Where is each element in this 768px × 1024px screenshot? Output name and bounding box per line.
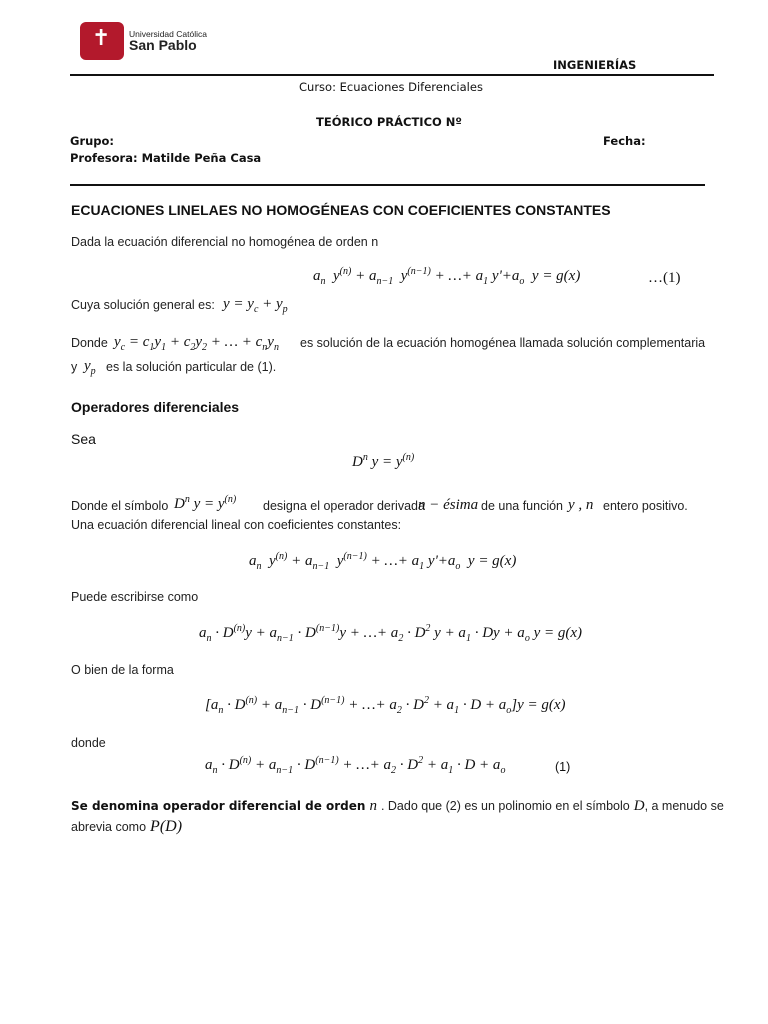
equation-complementary: $y_c = c_1y_1 + c_2y_2$ + … + $c_ny_n$ bbox=[114, 334, 279, 353]
equation-symbol: $D^n$ $y = y^{(n)}$ bbox=[174, 494, 237, 512]
definition-n: n bbox=[369, 798, 377, 814]
definition-bold: Se denomina operador diferencial de orden bbox=[71, 799, 366, 813]
definition-d: D bbox=[633, 798, 645, 814]
definition-middle: . Dado que (2) es un polinomio en el símbolo bbox=[380, 799, 630, 813]
equation-tag-1: (1) bbox=[555, 760, 571, 774]
course-label: Curso: Ecuaciones Diferenciales bbox=[299, 80, 483, 94]
paragraph-rewrite: Puede escribirse como bbox=[71, 590, 199, 604]
equation-factored-form: [$a_n \cdot D^{(n)} + a_{n-1} \cdot D^{(n-1)}$ + …+ $a_2 \cdot D^2 + a_1 \cdot D + a_o]y = g(x)$ bbox=[205, 695, 566, 716]
equation-polynomial: $a_n \cdot D^{(n)} + a_{n-1} \cdot D^{(n-1)}$ + …+ $a_2 \cdot D^2 + a_1 \cdot D + a_o$ bbox=[205, 755, 506, 776]
paragraph-intro: Dada la ecuación diferencial no homogénea de orden n bbox=[71, 235, 379, 249]
paragraph-donde-c: y bbox=[71, 360, 78, 374]
equation-operator: $D^n$ $y = y^{(n)}$ bbox=[352, 452, 415, 470]
abbrev-pd: P(D) bbox=[150, 818, 183, 835]
equation-n-esima: n − ésima bbox=[418, 497, 479, 513]
abbrev-text: abrevia como bbox=[71, 820, 147, 834]
paragraph-symbol-b: designa el operador derivada bbox=[263, 499, 425, 513]
definition-end: , a menudo se bbox=[644, 799, 724, 813]
paragraph-donde-a: Donde bbox=[71, 336, 108, 350]
paragraph-where: donde bbox=[71, 736, 106, 750]
section-title: ECUACIONES LINELAES NO HOMOGÉNEAS CON COEFICIENTES CONSTANTES bbox=[71, 202, 611, 218]
university-big-text: San Pablo bbox=[129, 37, 197, 54]
date-label: Fecha: bbox=[603, 134, 646, 148]
sea-label: Sea bbox=[71, 431, 96, 447]
paragraph-abbrev bbox=[71, 818, 182, 836]
paragraph-solution: Cuya solución general es: bbox=[71, 298, 215, 312]
equation-general: $a_n$ $y^{(n)} + a_{n-1}$ $y^{(n-1)}$ + …+ $a_1$ $y'+a_o$ y = g(x) bbox=[313, 266, 581, 287]
paragraph-definition bbox=[71, 797, 724, 815]
paragraph-symbol-d: entero positivo. bbox=[603, 499, 688, 513]
paragraph-form: O bien de la forma bbox=[71, 663, 174, 677]
subtitle-operators: Operadores diferenciales bbox=[71, 399, 240, 415]
paragraph-symbol-c: de una función bbox=[481, 499, 564, 513]
header-rule bbox=[70, 74, 714, 76]
shield-cross-icon: ✝ bbox=[80, 22, 124, 60]
university-logo bbox=[80, 22, 207, 60]
equation-linear: $a_n$ $y^{(n)} + a_{n-1}$ $y^{(n-1)}$ + …+ $a_1$ $y'+a_o$ y = g(x) bbox=[249, 551, 517, 572]
paragraph-donde-b: es solución de la ecuación homogénea llamada solución complementaria bbox=[300, 336, 706, 350]
doc-title: TEÓRICO PRÁCTICO Nº bbox=[316, 115, 462, 129]
equation-tag: …(1) bbox=[648, 270, 681, 286]
equation-y-comma-n: y , n bbox=[568, 497, 594, 513]
group-label: Grupo: bbox=[70, 134, 115, 148]
paragraph-linear: Una ecuación diferencial lineal con coeficientes constantes: bbox=[71, 518, 402, 532]
paragraph-symbol-a: Donde el símbolo bbox=[71, 499, 169, 513]
faculty-label: INGENIERÍAS bbox=[553, 58, 637, 72]
equation-solution: $y = y_c + y_p$ bbox=[223, 296, 288, 315]
equation-yp: $y_p$ bbox=[84, 358, 96, 377]
university-small-text: Universidad Católica bbox=[129, 28, 207, 39]
equation-operator-form: $a_n \cdot D^{(n)}y + a_{n-1} \cdot D^{(n-1)}y$ + …+ $a_2 \cdot D^2$ $y + a_1 \cdot Dy + a_o$ y = g(x) bbox=[199, 623, 582, 644]
teacher-label: Profesora: Matilde Peña Casa bbox=[70, 151, 262, 165]
section-rule bbox=[70, 184, 705, 186]
paragraph-donde-d: es la solución particular de (1). bbox=[106, 360, 277, 374]
